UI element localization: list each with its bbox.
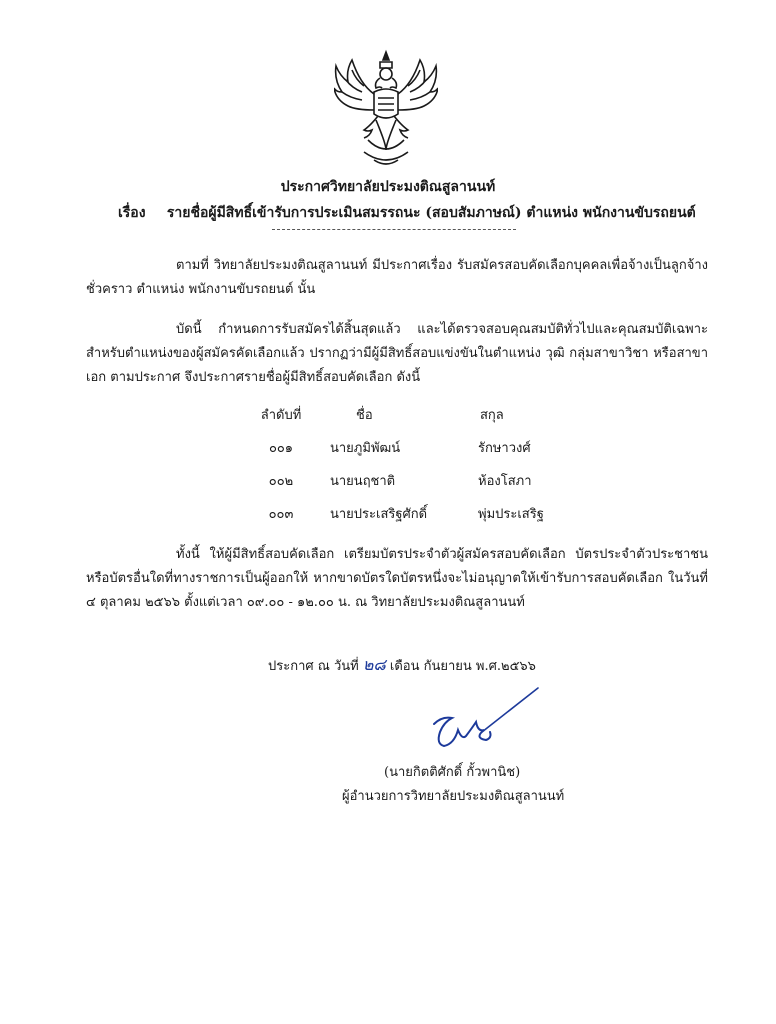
cell-no: ๐๐๒ [268,474,294,489]
cell-no: ๐๐๑ [268,441,294,456]
table-row [246,503,606,536]
header-name: ชื่อ [356,408,373,423]
announce-suffix: เดือน กันยายน พ.ศ.๒๕๖๖ [389,659,536,674]
cell-name: นายประเสริฐศักดิ์ [330,507,428,522]
subject-text: รายชื่อผู้มีสิทธิ์เข้ารับการประเมินสมรรถนะ (สอบสัมภาษณ์) ตำแหน่ง พนักงานขับรถยนต์ [166,205,696,221]
subject-label: เรื่อง [118,205,146,221]
paragraph-status-text: บัดนี้ กำหนดการรับสมัครได้สิ้นสุดแล้ว และได้ตรวจสอบคุณสมบัติทั่วไปและคุณสมบัติเฉพาะสำหรับตำแหน่งของผู้สมัครคัดเลือกแล้ว ปรากฏว่ามีผู้มีสิทธิ์สอบแข่งขันในตำแหน่ง วุฒิ กลุ่มสาขาวิชา หรือสาขาเอก ตามประกาศ จึงประกาศรายชื่อผู้มีสิทธิ์สอบคัดเลือก ดังนี้ [86,322,708,385]
cell-name: นายนฤชาติ [330,474,396,489]
cell-surname: พุ่มประเสริฐ [478,507,544,522]
garuda-emblem-icon [334,48,438,170]
paragraph-instructions-text: ทั้งนี้ ให้ผู้มีสิทธิ์สอบคัดเลือก เตรียมบัตรประจำตัวผู้สมัครสอบคัดเลือก บัตรประจำตัวประชาชน หรือบัตรอื่นใดที่ทางราชการเป็นผู้ออกให้ หากขาดบัตรใดบัตรหนึ่งจะไม่อนุญาตให้เข้ารับการสอบคัดเลือก ในวันที่ ๔ ตุลาคม ๒๕๖๖ ตั้งแต่เวลา ๐๙.๐๐ - ๑๒.๐๐ น. ณ วิทยาลัยประมงติณสูลานนท์ [86,547,708,610]
signature-mark [424,684,544,754]
table-row [246,437,606,470]
paragraph-instructions [86,543,708,615]
signer-name: (นายกิตติศักดิ์ กั้วพานิช) [384,765,521,780]
paragraph-intro [86,254,708,302]
announce-prefix: ประกาศ ณ วันที่ [268,659,359,674]
cell-name: นายภูมิพัฒน์ [330,441,401,456]
cell-no: ๐๐๓ [268,507,294,522]
cell-surname: รักษาวงศ์ [478,441,531,456]
table-header-row [246,404,606,437]
header-surname: สกุล [480,408,504,423]
paragraph-status [86,318,708,390]
paragraph-intro-text: ตามที่ วิทยาลัยประมงติณสูลานนท์ มีประกาศเรื่อง รับสมัครสอบคัดเลือกบุคคลเพื่อจ้างเป็นลูกจ้างชั่วคราว ตำแหน่ง พนักงานขับรถยนต์ นั้น [86,258,708,297]
announcement-date [268,653,536,678]
dashed-divider [272,229,516,230]
announce-day-handwritten: ๒๘ [362,655,386,674]
signer-title: ผู้อำนวยการวิทยาลัยประมงติณสูลานนท์ [342,789,565,804]
table-row [246,470,606,503]
page-title: ประกาศวิทยาลัยประมงติณสูลานนท์ [280,179,496,195]
header-no: ลำดับที่ [260,408,302,423]
candidate-table [246,404,606,536]
subject-line [118,202,718,224]
cell-surname: ห้องโสภา [478,474,532,489]
